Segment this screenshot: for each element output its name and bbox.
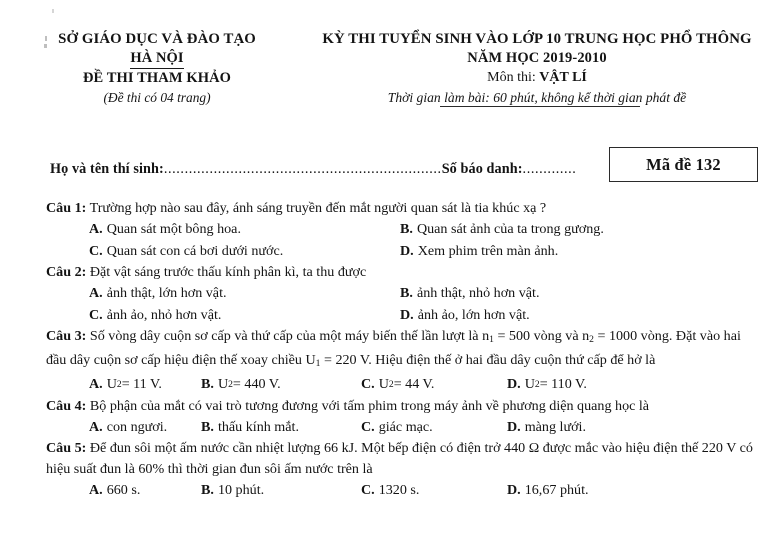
option-text: Quan sát ảnh của ta trong gương. — [416, 221, 604, 237]
subscript-n1: 1 — [489, 334, 494, 346]
candidate-id-label: Số báo danh: — [441, 161, 523, 177]
candidate-id-dots: ............. — [522, 161, 577, 177]
option-subscript: 2 — [534, 379, 540, 391]
question-block — [46, 396, 760, 439]
answer-option[interactable] — [46, 417, 201, 439]
option-letter: C. — [89, 306, 103, 323]
answer-row — [46, 417, 760, 439]
duration-line — [388, 88, 686, 108]
option-text: Quan sát một bông hoa. — [106, 221, 241, 237]
duration-text: Thời gian làm bài: 60 phút, không kể thời gian phát đề — [387, 90, 687, 105]
answer-option[interactable] — [46, 283, 400, 305]
option-letter: A. — [89, 418, 103, 435]
subscript-u1: 1 — [315, 358, 321, 370]
option-text: Xem phim trên màn ảnh. — [417, 242, 559, 259]
answer-row — [46, 305, 760, 327]
answer-option[interactable] — [201, 374, 361, 396]
option-text: thấu kính mắt. — [217, 418, 299, 435]
question-text: Đặt vật sáng trước thấu kính phân kì, ta thu được — [89, 264, 367, 280]
answer-option[interactable] — [46, 241, 400, 263]
option-text: = 440 V. — [232, 376, 281, 393]
question-block — [46, 262, 760, 326]
exam-code-label: Mã đề 132 — [646, 154, 721, 174]
subscript-n2: 2 — [589, 334, 594, 346]
candidate-name-label: Họ và tên thí sinh: — [50, 161, 164, 177]
option-text: ảnh thật, lớn hơn vật. — [106, 285, 227, 301]
option-letter: D. — [507, 418, 521, 435]
header-left-block — [0, 30, 300, 107]
question-block — [46, 326, 760, 396]
answer-option[interactable] — [201, 480, 361, 502]
option-letter: A. — [89, 285, 103, 301]
candidate-info-row — [50, 154, 750, 182]
option-letter: B. — [201, 418, 214, 435]
option-letter: B. — [201, 376, 214, 393]
exam-title: KỲ THI TUYỂN SINH VÀO LỚP 10 TRUNG HỌC PHỔ THÔNG — [322, 31, 752, 47]
option-letter: D. — [507, 482, 521, 499]
answer-option[interactable] — [400, 305, 530, 327]
page-count-note: (Đề thi có 04 trang) — [103, 90, 211, 105]
option-text: = 44 V. — [393, 376, 435, 393]
question-label: Câu 2: — [46, 264, 87, 280]
question-stem — [46, 326, 760, 374]
question-label: Câu 4: — [46, 397, 87, 414]
answer-row — [46, 241, 760, 263]
answer-option[interactable] — [46, 305, 400, 327]
answer-option[interactable] — [201, 417, 361, 439]
answer-option[interactable] — [507, 417, 657, 439]
option-text: 1320 s. — [378, 482, 420, 499]
option-subscript: 2 — [388, 379, 394, 391]
subject-line — [300, 68, 774, 88]
city-name: HÀ NỘI — [130, 49, 183, 69]
answer-option[interactable] — [46, 219, 400, 241]
answer-row — [46, 480, 760, 502]
option-text: 660 s. — [106, 482, 141, 499]
question-text-part4: = 220 V. Hiệu điện thế ở hai đầu dây cuộn thứ cấp để hở là — [320, 352, 656, 369]
candidate-name-dots: ................................................................... — [163, 161, 442, 177]
answer-option[interactable] — [361, 374, 507, 396]
option-variable: U — [106, 376, 117, 393]
option-text: 10 phút. — [217, 482, 265, 499]
answer-option[interactable] — [400, 283, 539, 305]
question-stem — [46, 198, 760, 219]
question-text: Để đun sôi một ấm nước cần nhiệt lượng 66 kJ. Một bếp điện có điện trở 440 Ω được mắc vào hiệu điện thế 220 V có hiệu suất đun là 60% thì thời gian đun sôi ấm nước trên là — [46, 440, 753, 478]
question-label: Câu 1: — [46, 200, 87, 216]
exam-type: ĐỀ THI THAM KHẢO — [82, 70, 232, 86]
option-letter: C. — [361, 482, 375, 499]
answer-option[interactable] — [361, 417, 507, 439]
question-stem — [46, 396, 760, 417]
answer-option[interactable] — [361, 480, 507, 502]
option-letter: C. — [361, 376, 375, 393]
option-text: = 110 V. — [539, 376, 587, 393]
question-text-part1: Số vòng dây cuộn sơ cấp và thứ cấp của một máy biến thế lần lượt là n — [89, 328, 490, 344]
option-text: giác mạc. — [378, 418, 433, 435]
school-year: NĂM HỌC 2019-2010 — [467, 50, 607, 66]
option-letter: C. — [89, 242, 103, 259]
question-text-part2: = 500 vòng và n — [493, 328, 590, 344]
option-variable: U — [217, 376, 229, 393]
option-text: con ngươi. — [106, 418, 168, 435]
option-text: ảnh ảo, nhỏ hơn vật. — [106, 306, 222, 323]
duration-underline — [440, 106, 640, 107]
option-text: = 11 V. — [121, 376, 162, 393]
option-letter: D. — [400, 306, 414, 323]
answer-option[interactable] — [400, 241, 558, 263]
candidate-fields — [50, 158, 576, 180]
question-stem — [46, 262, 760, 283]
subject-prefix: Môn thi: — [487, 70, 540, 85]
question-stem — [46, 438, 760, 480]
answer-option[interactable] — [46, 374, 201, 396]
option-letter: A. — [89, 376, 103, 393]
answer-row — [46, 219, 760, 241]
option-variable: U — [378, 376, 389, 393]
answer-option[interactable] — [507, 480, 657, 502]
question-block — [46, 438, 760, 502]
option-variable: U — [524, 376, 535, 393]
option-letter: B. — [400, 285, 413, 301]
option-letter: D. — [507, 376, 521, 393]
question-label: Câu 3: — [46, 328, 87, 344]
department-name: SỞ GIÁO DỤC VÀ ĐÀO TẠO — [58, 31, 256, 47]
option-letter: D. — [400, 242, 414, 259]
option-letter: B. — [400, 221, 413, 237]
option-letter: A. — [89, 482, 103, 499]
answer-option[interactable] — [400, 219, 604, 241]
option-letter: A. — [89, 221, 103, 237]
answer-option[interactable] — [507, 374, 657, 396]
document-header — [0, 30, 774, 108]
question-text: Bộ phận của mắt có vai trò tương đương với tấm phim trong máy ảnh về phương diện quang học là — [89, 397, 650, 414]
option-text: 16,67 phút. — [524, 482, 589, 499]
question-label: Câu 5: — [46, 440, 87, 457]
question-block — [46, 198, 760, 262]
city-name-wrapper — [14, 49, 300, 69]
scan-speck — [52, 9, 54, 13]
option-letter: C. — [361, 418, 375, 435]
option-text: Quan sát con cá bơi dưới nước. — [106, 242, 284, 259]
question-text: Trường hợp nào sau đây, ánh sáng truyền đến mắt người quan sát là tia khúc xạ ? — [89, 200, 547, 216]
answer-row — [46, 283, 760, 305]
option-text: màng lưới. — [524, 418, 586, 435]
option-letter: B. — [201, 482, 214, 499]
answer-option[interactable] — [46, 480, 201, 502]
questions-container — [46, 198, 760, 502]
question-text-part3: = 1000 vòng. Đặt vào hai đầu dây cuộn sơ cấp hiệu điện thế xoay chiều U — [46, 328, 741, 369]
option-subscript: 2 — [228, 379, 233, 391]
option-text: ảnh ảo, lớn hơn vật. — [417, 306, 530, 323]
header-right-block — [300, 30, 774, 108]
exam-code-box — [609, 147, 758, 182]
answer-row — [46, 374, 760, 396]
subject-name: VẬT LÍ — [539, 70, 587, 85]
option-subscript: 2 — [116, 379, 122, 391]
option-text: ảnh thật, nhỏ hơn vật. — [416, 285, 540, 301]
